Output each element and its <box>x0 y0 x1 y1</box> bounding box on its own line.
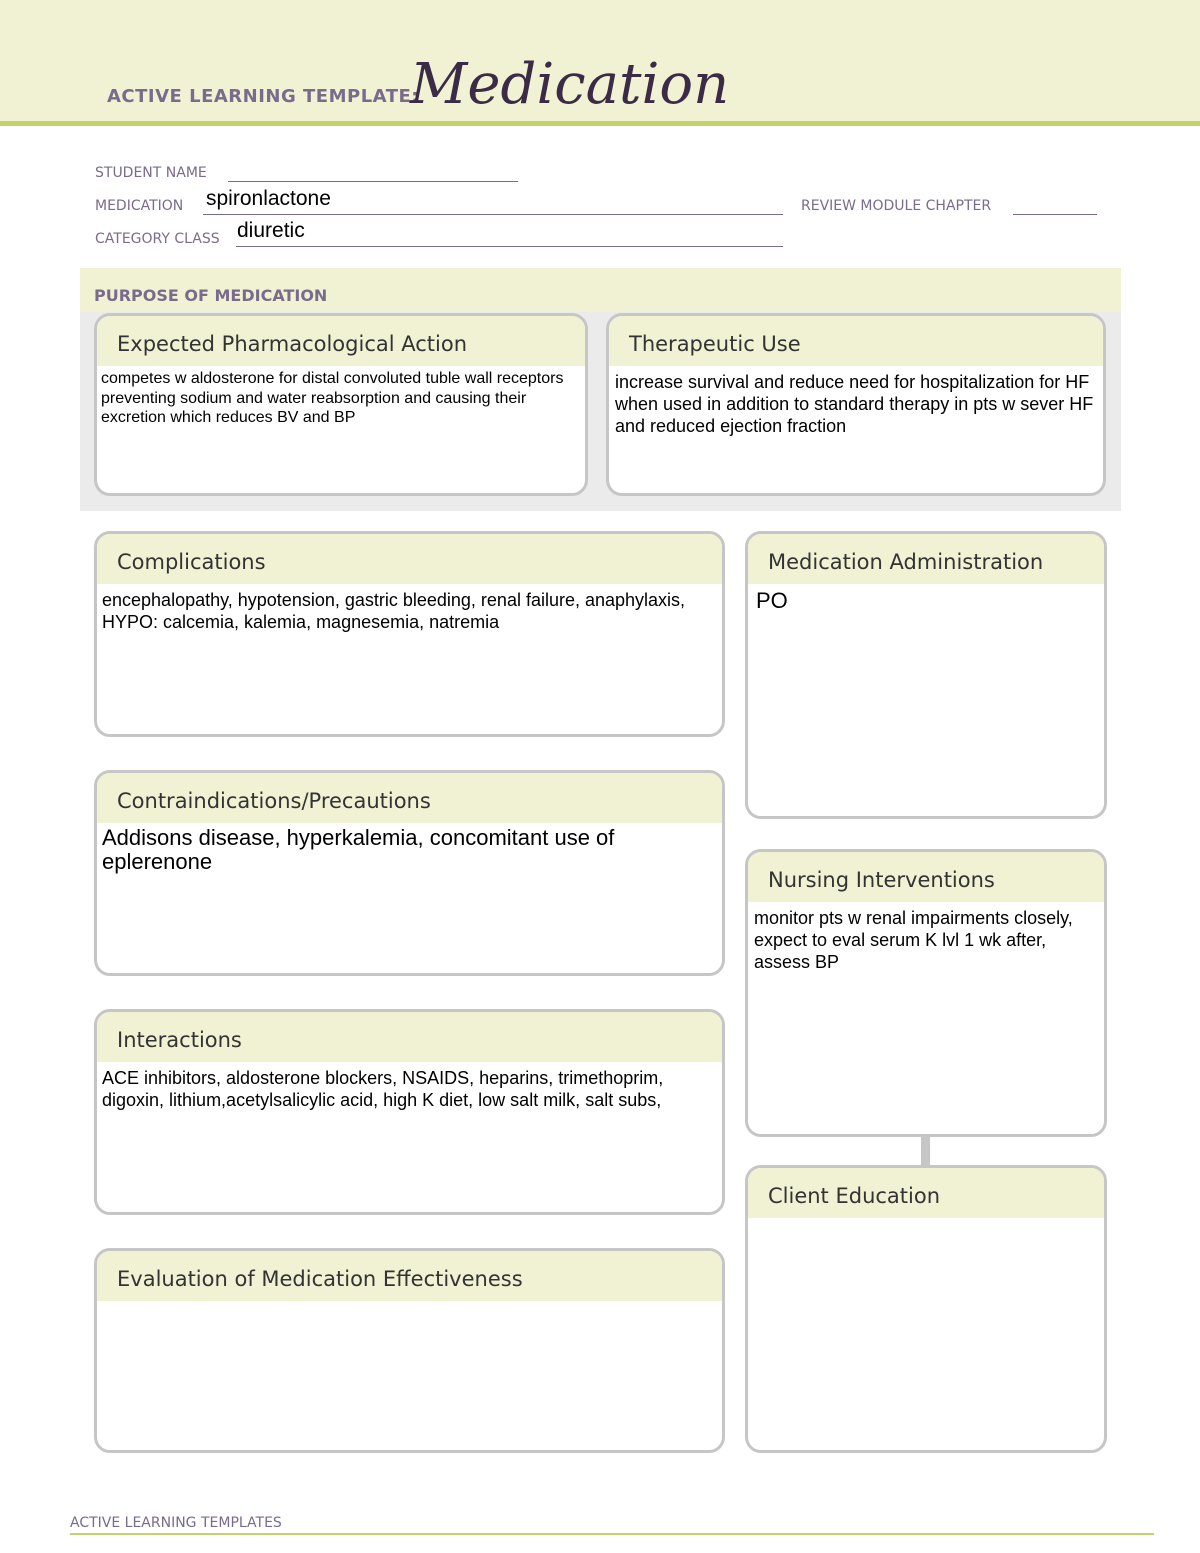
education-box <box>745 1165 1107 1453</box>
expected-action-title: Expected Pharmacological Action <box>97 316 585 366</box>
evaluation-text[interactable] <box>97 1301 722 1304</box>
medication-label: MEDICATION <box>95 198 184 214</box>
expected-action-text[interactable]: competes w aldosterone for distal convoluted tuble wall receptors preventing sodium and water reabsorption and causing their excretion which reduces BV and BP <box>101 370 564 427</box>
administration-text[interactable]: PO <box>756 588 788 613</box>
template-label: ACTIVE LEARNING TEMPLATE: <box>107 86 419 107</box>
medication-field[interactable]: spironlactone <box>206 187 331 210</box>
administration-box <box>745 531 1107 819</box>
category-label: CATEGORY CLASS <box>95 231 220 247</box>
contraindications-box <box>94 770 725 976</box>
category-field[interactable]: diuretic <box>237 219 305 242</box>
complications-box <box>94 531 725 737</box>
complications-title: Complications <box>97 534 722 584</box>
medication-line <box>203 214 783 215</box>
administration-title: Medication Administration <box>748 534 1104 584</box>
education-title: Client Education <box>748 1168 1104 1218</box>
page-title: Medication <box>410 52 730 117</box>
contraindications-title: Contraindications/Precautions <box>97 773 722 823</box>
nursing-box <box>745 849 1107 1137</box>
interactions-box <box>94 1009 725 1215</box>
box-connector <box>921 1135 930 1165</box>
footer-rule <box>70 1533 1154 1535</box>
review-module-line <box>1013 214 1097 215</box>
footer-label: ACTIVE LEARNING TEMPLATES <box>70 1515 282 1531</box>
contraindications-text[interactable]: Addisons disease, hyperkalemia, concomitant use of eplerenone <box>102 825 615 875</box>
student-name-label: STUDENT NAME <box>95 165 207 181</box>
purpose-label: PURPOSE OF MEDICATION <box>94 286 328 305</box>
expected-action-box <box>94 313 588 496</box>
student-name-line <box>228 181 518 182</box>
therapeutic-use-box <box>606 313 1106 496</box>
interactions-text[interactable]: ACE inhibitors, aldosterone blockers, NSAIDS, heparins, trimethoprim, digoxin, lithium,acetylsalicylic acid, high K diet, low salt milk, salt subs, <box>102 1068 664 1110</box>
header-rule <box>0 121 1200 126</box>
complications-text[interactable]: encephalopathy, hypotension, gastric bleeding, renal failure, anaphylaxis, HYPO: calcemia, kalemia, magnesemia, natremia <box>102 590 686 632</box>
nursing-title: Nursing Interventions <box>748 852 1104 902</box>
nursing-text[interactable]: monitor pts w renal impairments closely, expect to eval serum K lvl 1 wk after, assess BP <box>754 908 1073 972</box>
therapeutic-use-title: Therapeutic Use <box>609 316 1103 366</box>
therapeutic-use-text[interactable]: increase survival and reduce need for hospitalization for HF when used in addition to standard therapy in pts w sever HF and reduced ejection fraction <box>615 372 1094 436</box>
education-text[interactable] <box>748 1218 1104 1221</box>
evaluation-box <box>94 1248 725 1453</box>
review-module-label: REVIEW MODULE CHAPTER <box>801 198 992 214</box>
category-line <box>236 246 783 247</box>
evaluation-title: Evaluation of Medication Effectiveness <box>97 1251 722 1301</box>
interactions-title: Interactions <box>97 1012 722 1062</box>
